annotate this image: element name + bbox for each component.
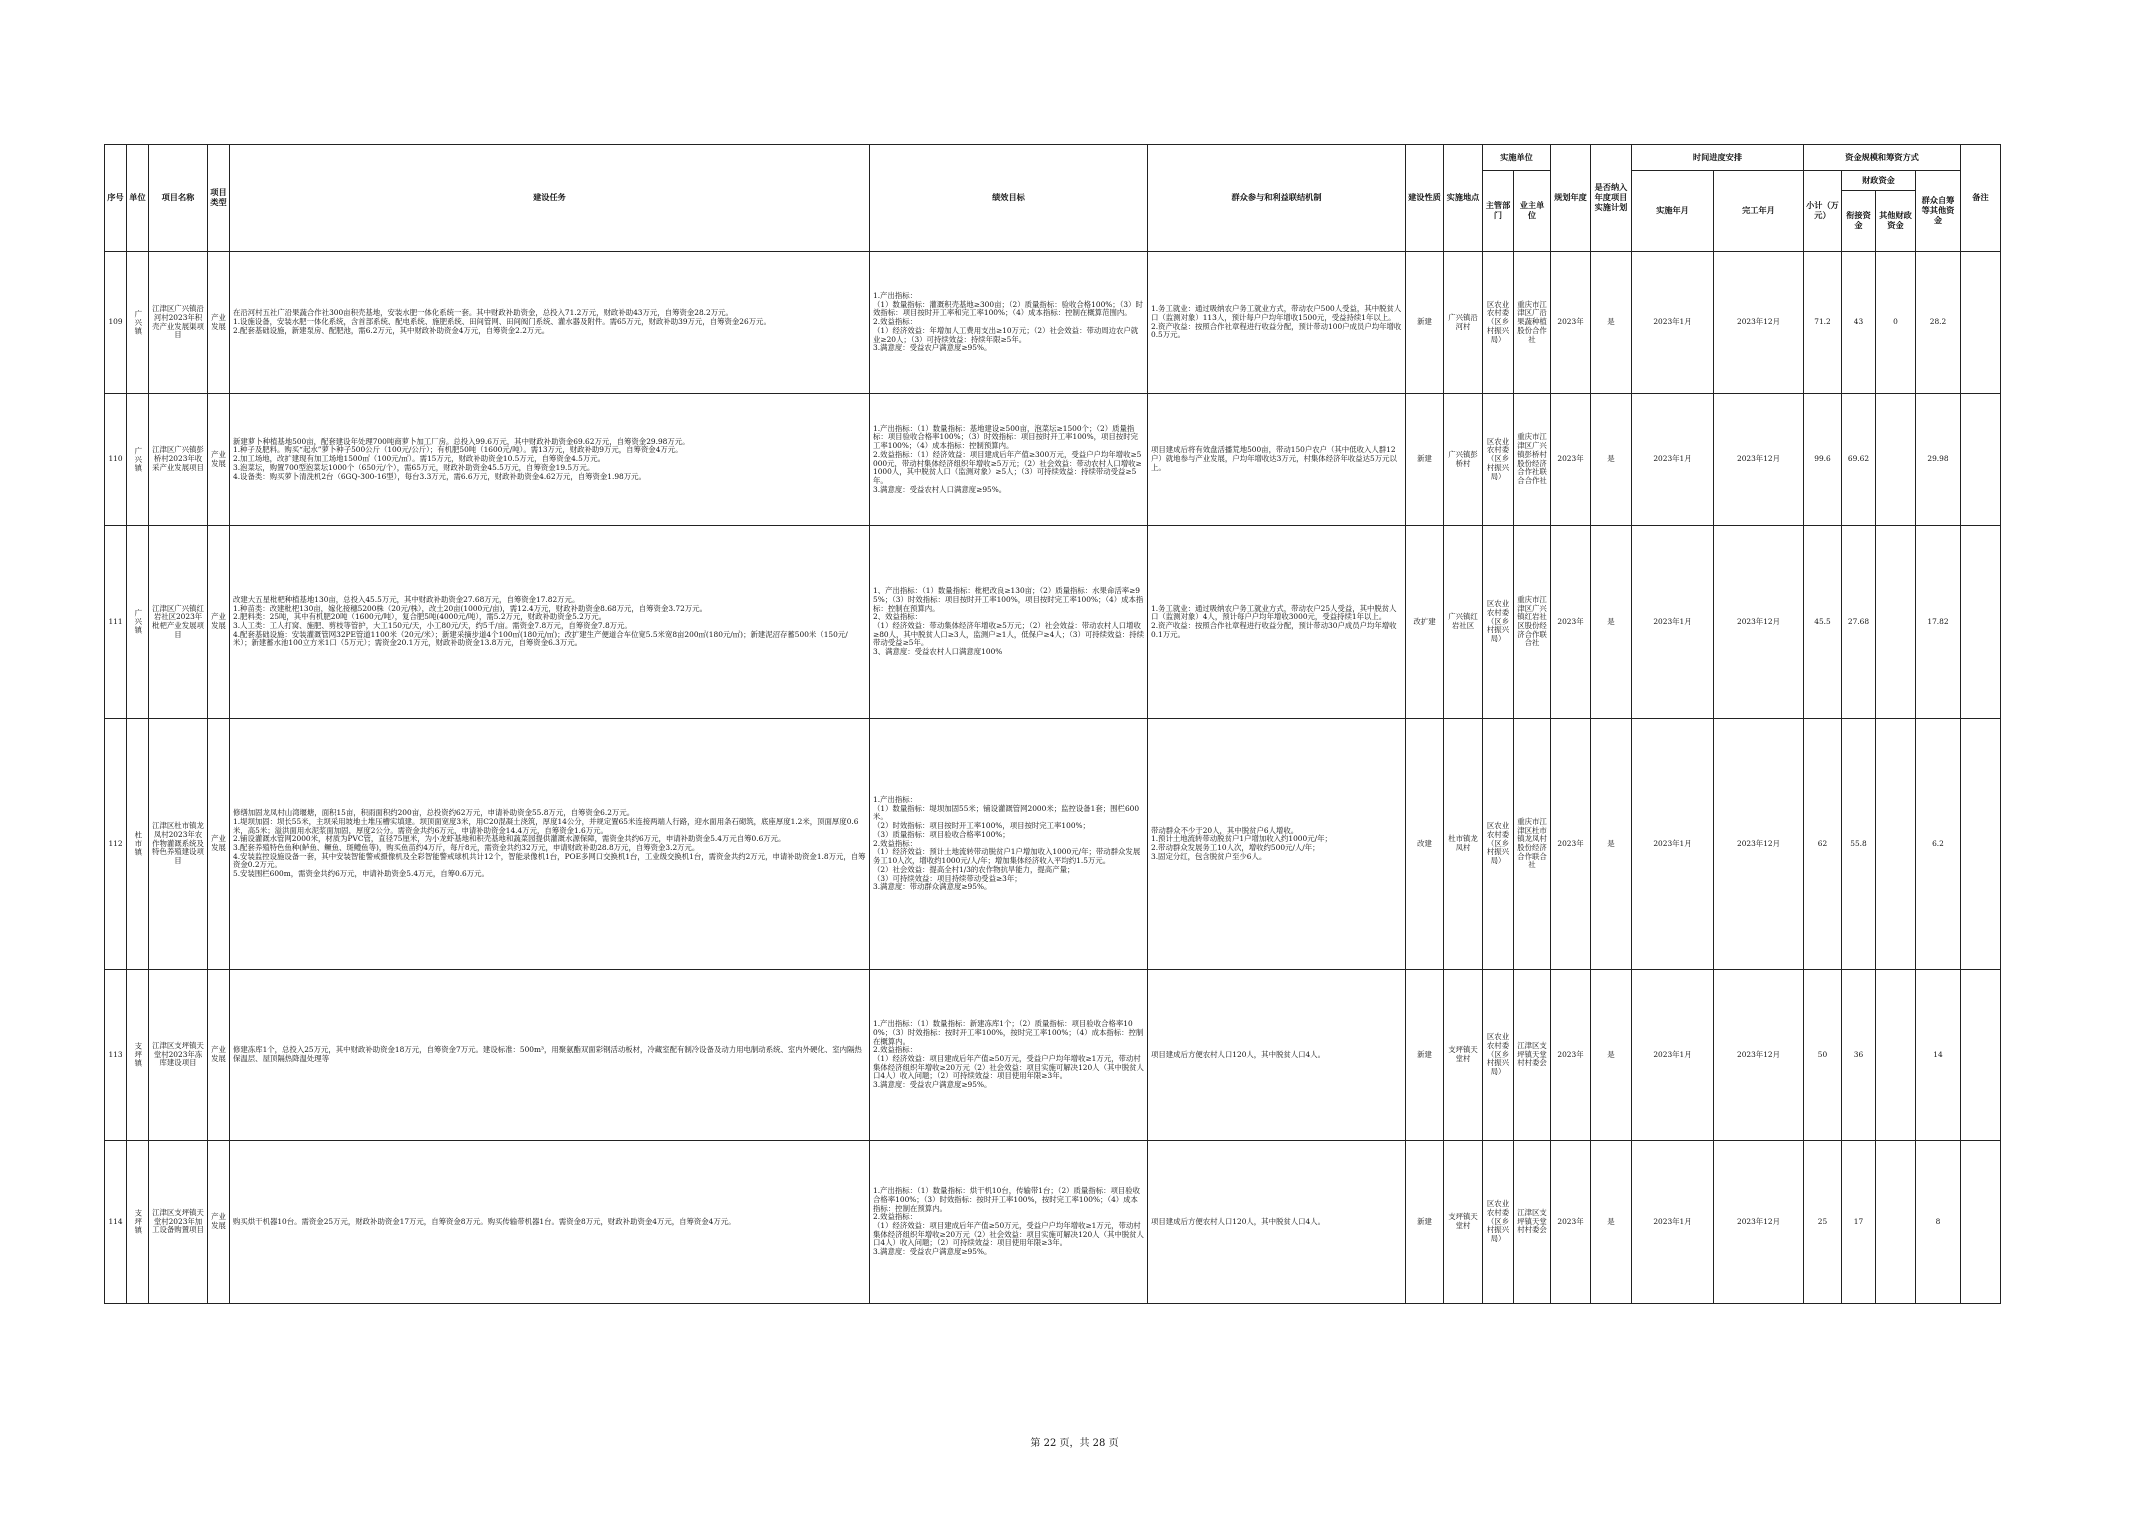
cell-subtotal: 62 — [1804, 719, 1842, 970]
cell-direct: 43 — [1842, 252, 1876, 394]
cell-end: 2023年12月 — [1714, 526, 1804, 719]
cell-goal: 1、产出指标：（1）数量指标：枇杷改良≥130亩；（2）质量指标：水果命活率≥95%；（3）时效指标：项目按时开工率100%，项目按时完工率100%；（4）成本指标：控制在预算内。 2、效益指标： （1）经济效益：带动集体经济年增收≥5万元；（2）社会效益：带动农村人口增收≥80人，其中脱贫人口≥3人，监测户≥1人，低保户≥4人；（3）可持续效益：持续带动受益≥5年。 3、满意度：受益农村人口满意度100% — [870, 526, 1148, 719]
cell-remark — [1961, 970, 2001, 1141]
header-self-funds: 群众自筹等其他资金 — [1916, 171, 1961, 252]
cell-year: 2023年 — [1551, 526, 1591, 719]
cell-seq: 114 — [105, 1141, 127, 1304]
cell-other — [1876, 970, 1916, 1141]
cell-task: 改建大五星枇杷种植基地130亩，总投入45.5万元，其中财政补助资金27.68万元，自筹资金17.82万元。 1.种苗类：改建枇杷130亩，嫁化接穗5200株（20元/株），改土20亩(1000元/亩)，需12.4万元，财政补助资金8.68万元，自筹资金3.72万元。 2.肥料类：25吨，其中有机肥20吨（1600元/吨），复合肥5吨(4000元/吨），需5.2万元，财政补助资金5.2万元。 3.人工类：工人打窝、施肥、剪枝等管护，大工150元/天，小工80元/天，约5千/亩。需资金7.8万元，自筹资金7.8万元。 4.配套基础设施：安装灌溉管网32PE管道1100米（20元/米）；新建采摘步道4个100㎡(180元/㎡)；改扩建生产便道合车位宽5.5米宽8亩200㎡(180元/㎡)；新建泥沼存蓄500米（150元/米）；新建蓄水池100立方米1口（5万元）；需资金20.1万元，财政补助资金13.8万元，自筹资金6.3万元。 — [230, 526, 870, 719]
header-location: 实施地点 — [1444, 145, 1483, 252]
cell-self-funds: 28.2 — [1916, 252, 1961, 394]
cell-mechanism: 项目建成后将有效盘活播荒地500亩，带动150户农户（其中低收入人群12户）就地参与产业发展，户均年增收达3万元，村集体经济年收益达5万元以上。 — [1148, 394, 1406, 526]
table-row — [105, 1141, 2001, 1304]
cell-owner: 江津区支坪镇天堂村村委会 — [1514, 1141, 1551, 1304]
cell-remark — [1961, 526, 2001, 719]
header-task: 建设任务 — [230, 145, 870, 252]
cell-remark — [1961, 394, 2001, 526]
cell-dept: 区农业农村委（区乡村振兴局） — [1483, 1141, 1514, 1304]
page-footer: 第 22 页，共 28 页 — [1030, 1438, 1119, 1449]
cell-remark — [1961, 719, 2001, 970]
cell-nature: 新建 — [1406, 394, 1444, 526]
cell-mechanism: 带动群众不少于20人，其中脱贫户6人增收。 1.预计土地流转带动脱贫户1户增加收入约1000元/年； 2.带动群众发展务工10人次，增收约500元/人/年； 3.固定分红，包含脱贫户至少6人。 — [1148, 719, 1406, 970]
cell-direct: 27.68 — [1842, 526, 1876, 719]
cell-dept: 区农业农村委（区乡村振兴局） — [1483, 719, 1514, 970]
cell-year: 2023年 — [1551, 394, 1591, 526]
cell-start: 2023年1月 — [1632, 252, 1714, 394]
cell-location: 广兴镇红岩社区 — [1444, 526, 1483, 719]
project-table — [104, 144, 2001, 1304]
cell-project-name: 江津区支坪镇天堂村2023年加工设备购置项目 — [149, 1141, 208, 1304]
header-fund-group: 资金规模和筹资方式 — [1804, 145, 1961, 171]
cell-year: 2023年 — [1551, 719, 1591, 970]
cell-subtotal: 99.6 — [1804, 394, 1842, 526]
cell-project-type: 产业发展 — [208, 526, 230, 719]
cell-seq: 112 — [105, 719, 127, 970]
cell-nature: 新建 — [1406, 1141, 1444, 1304]
header-impl-group: 实施单位 — [1483, 145, 1551, 171]
cell-remark — [1961, 1141, 2001, 1304]
table-row — [105, 970, 2001, 1141]
cell-nature: 改扩建 — [1406, 526, 1444, 719]
header-other: 其他财政资金 — [1876, 191, 1916, 252]
header-name: 项目名称 — [149, 145, 208, 252]
cell-mechanism: 项目建成后方便农村人口120人，其中脱贫人口4人。 — [1148, 1141, 1406, 1304]
cell-goal: 1.产出指标：（1）数量指标：基地建设≥500亩，泡菜坛≥1500个；（2）质量指标：项目验收合格率100%；（3）时效指标：项目按时开工率100%，项目按时完工率100%；（4）成本指标：控制预算内。 2.效益指标：（1）经济效益：项目建成后年产值≥300万元，受益户户均年增收≥5000元，带动村集体经济组织年增收≥5万元；（2）社会效益：带动农村人口增收≥1000人，其中脱贫人口（监测对象）≥5人；（3）可持续效益：持续带动受益≥5年。 3.满意度：受益农村人口满意度≥95%。 — [870, 394, 1148, 526]
cell-other — [1876, 719, 1916, 970]
header-dept: 主管部门 — [1483, 171, 1514, 252]
cell-remark — [1961, 252, 2001, 394]
cell-goal: 1.产出指标：（1）数量指标：新建冻库1个；（2）质量指标：项目验收合格率100%；（3）时效指标：按时开工率100%，按时完工率100%；（4）成本指标：控制在概算内。 2.效益指标： （1）经济效益：项目建成后年产值≥50万元，受益户户均年增收≥1万元，带动村集体经济组织年增收≥20万元（2）社会效益：项目实施可解决120人（其中脱贫人口4人）收入问题；（2）可持续效益：项目使用年限≥3年。 3.满意度：受益农户满意度≥95%。 — [870, 970, 1148, 1141]
table-row — [105, 526, 2001, 719]
header-remark: 备注 — [1961, 145, 2001, 252]
cell-start: 2023年1月 — [1632, 394, 1714, 526]
cell-goal: 1.产出指标：（1）数量指标：烘干机10台，传输带1台；（2）质量指标：项目验收合格率100%；（3）时效指标：按时开工率100%，按时完工率100%；（4）成本指标：控制在预算内。 2.效益指标： （1）经济效益：项目建成后年产值≥50万元，受益户户均年增收≥1万元，带动村集体经济组织年增收≥20万元（2）社会效益：项目实施可解决120人（其中脱贫人口4人）收入问题；（2）可持续效益：项目使用年限≥3年。 3.满意度：受益农户满意度≥95%。 — [870, 1141, 1148, 1304]
cell-subtotal: 71.2 — [1804, 252, 1842, 394]
cell-other — [1876, 394, 1916, 526]
header-included: 是否纳入年度项目实施计划 — [1591, 145, 1632, 252]
cell-project-name: 江津区广兴镇红岩社区2023年枇杷产业发展项目 — [149, 526, 208, 719]
cell-start: 2023年1月 — [1632, 719, 1714, 970]
cell-direct: 69.62 — [1842, 394, 1876, 526]
cell-subtotal: 50 — [1804, 970, 1842, 1141]
cell-project-type: 产业发展 — [208, 970, 230, 1141]
cell-included: 是 — [1591, 394, 1632, 526]
cell-dept: 区农业农村委（区乡村振兴局） — [1483, 526, 1514, 719]
cell-task: 新建萝卜种植基地500亩，配套建设年处理700吨商萝卜加工厂房。总投入99.6万元，其中财政补助资金69.62万元，自筹资金29.98万元。 1.种子及肥料。购买“起水”萝卜种子500公斤（100元/公斤）；有机肥50吨（1600元/吨）。需13万元，财政补助9万元，自筹资金4万元。 2.加工场地，改扩建现有加工场地1500㎡（100元/㎡）。需15万元，财政补助资金10.5万元，自筹资金4.5万元。 3.泡菜坛，购置700型泡菜坛1000个（650元/个），需65万元，财政补助资金45.5万元，自筹资金19.5万元。 4.设备类：购买萝卜清洗机2台（6GQ-300-16型），每台3.3万元，需6.6万元，财政补助资金4.62万元，自筹资金1.98万元。 — [230, 394, 870, 526]
cell-unit: 支坪镇 — [127, 1141, 149, 1304]
cell-location: 广兴镇彭桥村 — [1444, 394, 1483, 526]
table-row — [105, 394, 2001, 526]
cell-task: 修缮加固龙凤村山湾堰塘，面积15亩，积雨面积约200亩，总投资约62万元，申请补助资金55.8万元，自筹资金6.2万元。 1.堤坝加固：坝长55米，主坝采用坡地土堆压槽实填建。坝顶面宽度3米，用C20混凝土浇筑，厚度14公分，并规定置65米连接两端人行路，迎水面用条石砌筑，底座厚度1.2米，顶面厚度0.6米，高5米；溢洪面用水泥浆面加固，厚度2公分。需资金共约6万元，申请补助资金14.4万元，自筹资金1.6万元。 2.铺设灌溉水管网2000米，材质为PVC管，直径75厘米，为小龙虾基地和积壳基地和蔬菜园提供灌溉水源保障，需资金共约6万元，申请补助资金5.4万元自筹0.6万元。 3.配套养殖特色鱼种(鲈鱼、鳜鱼、斑鳢鱼等)，购买鱼苗约4万斤，每斤8元，需资金共约32万元，申请财政补助28.8万元，自筹资金3.2万元。 4.安装监控设施设备一套，其中安装智能警戒摄像机及全彩智能警戒球机共计12个，智能录像机1台，POE多网口交换机1台，工业级交换机1台，需资金共约2万元，申请补助资金1.8万元，自筹资金0.2万元。 5.安装围栏600m，需资金共约6万元，申请补助资金5.4万元，自筹0.6万元。 — [230, 719, 870, 970]
header-direct: 衔接资金 — [1842, 191, 1876, 252]
cell-project-name: 江津区广兴镇沿河村2023年积壳产业发展渠项目 — [149, 252, 208, 394]
cell-project-type: 产业发展 — [208, 1141, 230, 1304]
cell-start: 2023年1月 — [1632, 526, 1714, 719]
header-mechanism: 群众参与和利益联结机制 — [1148, 145, 1406, 252]
cell-dept: 区农业农村委（区乡村振兴局） — [1483, 252, 1514, 394]
cell-subtotal: 25 — [1804, 1141, 1842, 1304]
cell-unit: 支坪镇 — [127, 970, 149, 1141]
cell-included: 是 — [1591, 252, 1632, 394]
cell-project-name: 江津区支坪镇天堂村2023年冻库建设项目 — [149, 970, 208, 1141]
cell-subtotal: 45.5 — [1804, 526, 1842, 719]
cell-end: 2023年12月 — [1714, 252, 1804, 394]
cell-end: 2023年12月 — [1714, 719, 1804, 970]
cell-year: 2023年 — [1551, 970, 1591, 1141]
header-fiscal-group: 财政资金 — [1842, 171, 1916, 191]
header-year: 规划年度 — [1551, 145, 1591, 252]
cell-seq: 110 — [105, 394, 127, 526]
header-start: 实施年月 — [1632, 171, 1714, 252]
cell-self-funds: 8 — [1916, 1141, 1961, 1304]
cell-other — [1876, 1141, 1916, 1304]
cell-owner: 重庆市江津区杜市镇龙凤村股份经济合作联合社 — [1514, 719, 1551, 970]
cell-start: 2023年1月 — [1632, 970, 1714, 1141]
cell-goal: 1.产出指标： （1）数量指标：堤坝加固55米；铺设灌溉管网2000米；监控设备1套；围栏600米。 （2）时效指标：项目按时开工率100%，项目按时完工率100%； （3）质量指标：项目验收合格率100%； 2.效益指标： （1）经济效益：预计土地流转带动脱贫户1户增加收入1000元/年；带动群众发展务工10人次，增收约1000元/人/年；增加集体经济收入平均约1.5万元。 （2）社会效益：提高全村1/3的农作物抗旱能力，提高产量； （3）可持续效益：项目持续带动受益≥3年； 3.满意度：带动群众满意度≥95%。 — [870, 719, 1148, 970]
cell-owner: 重庆市江津区广兴镇彭桥村股份经济合作社联合合作社 — [1514, 394, 1551, 526]
header-time-group: 时间进度安排 — [1632, 145, 1804, 171]
table-row — [105, 719, 2001, 970]
cell-unit: 广兴镇 — [127, 394, 149, 526]
table-row — [105, 252, 2001, 394]
cell-other — [1876, 526, 1916, 719]
header-goal: 绩效目标 — [870, 145, 1148, 252]
cell-owner: 重庆市江津区广沿果蔬种植股份合作社 — [1514, 252, 1551, 394]
cell-included: 是 — [1591, 526, 1632, 719]
cell-self-funds: 14 — [1916, 970, 1961, 1141]
cell-unit: 杜市镇 — [127, 719, 149, 970]
cell-included: 是 — [1591, 719, 1632, 970]
cell-mechanism: 项目建成后方便农村人口120人，其中脱贫人口4人。 — [1148, 970, 1406, 1141]
cell-direct: 36 — [1842, 970, 1876, 1141]
cell-self-funds: 6.2 — [1916, 719, 1961, 970]
cell-nature: 改建 — [1406, 719, 1444, 970]
cell-included: 是 — [1591, 970, 1632, 1141]
cell-goal: 1.产出指标： （1）数量指标：灌溉积壳基地≥300亩；（2）质量指标：验收合格100%；（3）时效指标：项目按时开工率和完工率100%；（4）成本指标：控制在概算范围内。 2.效益指标： （1）经济效益：年增加人工费用支出≥10万元；（2）社会效益：带动周边农户就业≥20人；（3）可持续效益：持续年限≥5年。 3.满意度：受益农户满意度≥95%。 — [870, 252, 1148, 394]
cell-end: 2023年12月 — [1714, 970, 1804, 1141]
header-type: 项目类型 — [208, 145, 230, 252]
cell-unit: 广兴镇 — [127, 526, 149, 719]
cell-project-type: 产业发展 — [208, 394, 230, 526]
header-seq: 序号 — [105, 145, 127, 252]
cell-end: 2023年12月 — [1714, 1141, 1804, 1304]
cell-seq: 109 — [105, 252, 127, 394]
cell-year: 2023年 — [1551, 252, 1591, 394]
cell-direct: 55.8 — [1842, 719, 1876, 970]
cell-nature: 新建 — [1406, 970, 1444, 1141]
cell-dept: 区农业农村委（区乡村振兴局） — [1483, 394, 1514, 526]
cell-included: 是 — [1591, 1141, 1632, 1304]
cell-owner: 重庆市江津区广兴镇红岩社区股份经济合作联合社 — [1514, 526, 1551, 719]
cell-seq: 111 — [105, 526, 127, 719]
cell-nature: 新建 — [1406, 252, 1444, 394]
cell-seq: 113 — [105, 970, 127, 1141]
cell-project-type: 产业发展 — [208, 719, 230, 970]
cell-project-name: 江津区广兴镇彭桥村2023年收采产业发展项目 — [149, 394, 208, 526]
cell-task: 修建冻库1个，总投入25万元，其中财政补助资金18万元，自筹资金7万元。建设标准：500m³，用聚氨酯双面彩钢活动板材，冷藏室配有制冷设备及动力用电制动系统、室内外硬化、室内隔热保温层、屋顶隔热降温处理等 — [230, 970, 870, 1141]
cell-project-type: 产业发展 — [208, 252, 230, 394]
cell-task: 购买烘干机器10台。需资金25万元，财政补助资金17万元，自筹资金8万元。购买传输带机器1台。需资金8万元，财政补助资金4万元，自筹资金4万元。 — [230, 1141, 870, 1304]
header-nature: 建设性质 — [1406, 145, 1444, 252]
cell-end: 2023年12月 — [1714, 394, 1804, 526]
cell-owner: 江津区支坪镇天堂村村委会 — [1514, 970, 1551, 1141]
cell-location: 支坪镇天堂村 — [1444, 970, 1483, 1141]
cell-location: 支坪镇天堂村 — [1444, 1141, 1483, 1304]
header-end: 完工年月 — [1714, 171, 1804, 252]
cell-task: 在沿河村五社广沿果蔬合作社300亩积壳基地，安装水肥一体化系统一套。其中财政补助资金，总投入71.2万元，财政补助43万元，自筹资金28.2万元。 1.设施设备，安装水肥一体化系统，含首部系统、配电系统、施肥系统、田间管网、田间阀门系统、灌水器及附件。需65万元，财政补助39万元，自筹资金26万元。 2.配套基础设施，新建泵房、配肥池，需6.2万元，其中财政补助资金4万元，自筹资金2.2万元。 — [230, 252, 870, 394]
cell-self-funds: 17.82 — [1916, 526, 1961, 719]
cell-start: 2023年1月 — [1632, 1141, 1714, 1304]
cell-project-name: 江津区杜市镇龙凤村2023年农作物灌溉系统及特色养殖建设项目 — [149, 719, 208, 970]
cell-self-funds: 29.98 — [1916, 394, 1961, 526]
cell-mechanism: 1.务工就业：通过吸纳农户务工就业方式，带动农户25人受益，其中脱贫人口（监测对象）4人，预计每户户均年增收3000元，受益持续1年以上。 2.资产收益：按照合作社章程进行收益分配，预计带动30户成员户均年增收0.1万元。 — [1148, 526, 1406, 719]
cell-dept: 区农业农村委（区乡村振兴局） — [1483, 970, 1514, 1141]
cell-other: 0 — [1876, 252, 1916, 394]
cell-mechanism: 1.务工就业：通过吸纳农户务工就业方式，带动农户500人受益，其中脱贫人口（监测对象）113人，预计每户户均年增收1500元，受益持续1年以上。 2.资产收益：按照合作社章程进行收益分配，预计带动100户成员户均年增收0.5万元。 — [1148, 252, 1406, 394]
cell-direct: 17 — [1842, 1141, 1876, 1304]
header-unit: 单位 — [127, 145, 149, 252]
cell-year: 2023年 — [1551, 1141, 1591, 1304]
header-subtotal: 小计（万元） — [1804, 171, 1842, 252]
cell-unit: 广兴镇 — [127, 252, 149, 394]
cell-location: 杜市镇龙凤村 — [1444, 719, 1483, 970]
header-owner: 业主单位 — [1514, 171, 1551, 252]
cell-location: 广兴镇沿河村 — [1444, 252, 1483, 394]
